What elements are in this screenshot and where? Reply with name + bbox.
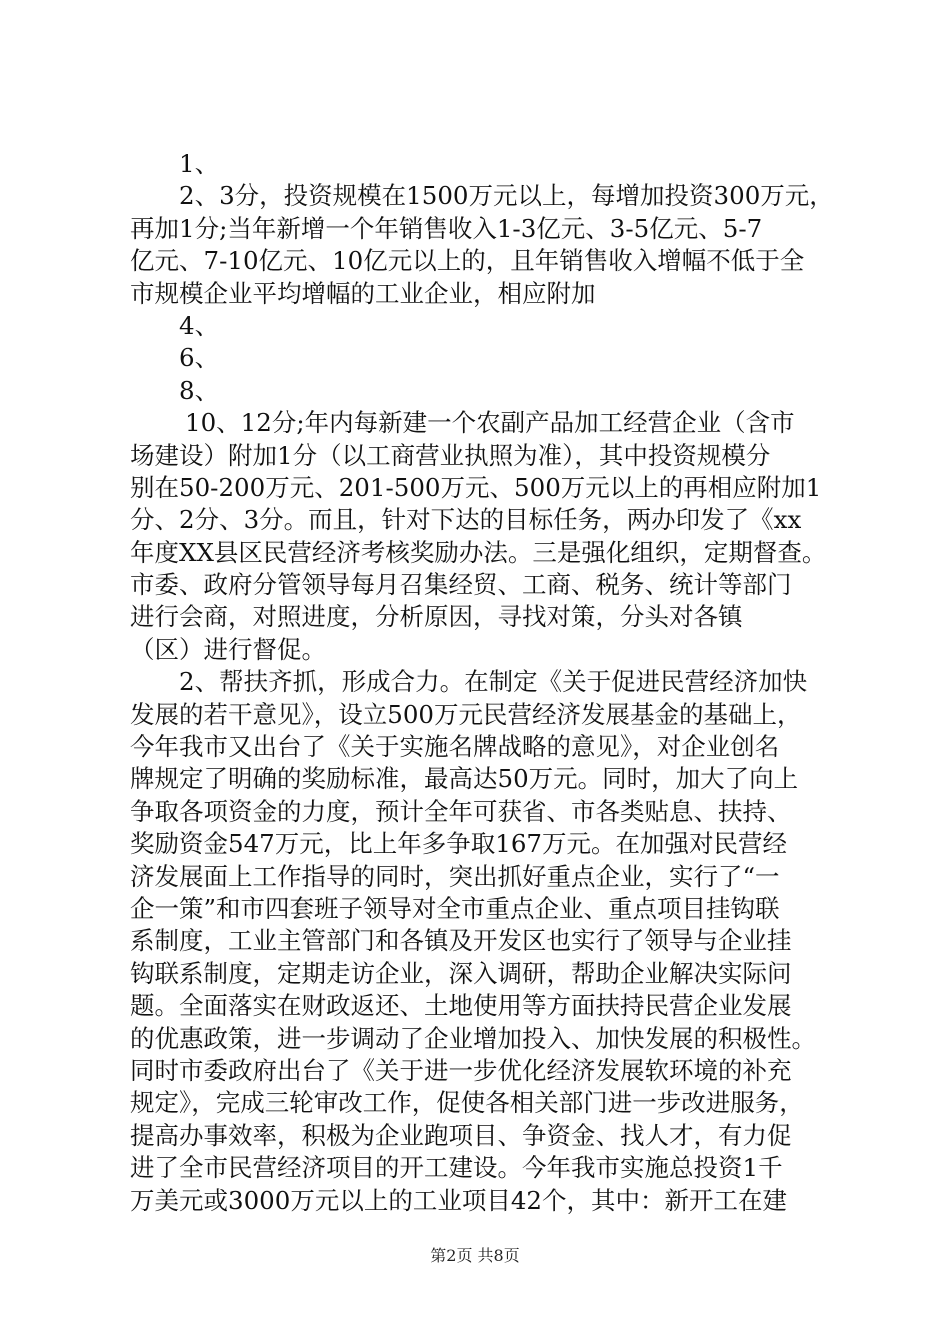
text-line: 进行会商，对照进度，分析原因，寻找对策，分头对各镇 <box>130 602 743 632</box>
document-body <box>130 148 834 1217</box>
page-footer: 第2页 共8页 <box>430 1246 520 1265</box>
text-line: 系制度，工业主管部门和各镇及开发区也实行了领导与企业挂 <box>130 926 792 956</box>
text-line: 今年我市又出台了《关于实施名牌战略的意见》，对企业创名 <box>130 732 780 762</box>
text-line: 奖励资金547万元，比上年多争取167万元。在加强对民营经 <box>130 829 788 859</box>
text-line: 2、3分，投资规模在1500万元以上，每增加投资300万元， <box>179 181 834 211</box>
text-line: 规定》，完成三轮审改工作，促使各相关部门进一步改进服务， <box>130 1088 804 1118</box>
text-line: 1、 <box>179 149 220 178</box>
text-line: 发展的若干意见》，设立500万元民营经济发展基金的基础上， <box>130 699 802 729</box>
text-line: 别在50-200万元、201-500万元、500万元以上的再相应附加1 <box>130 472 822 502</box>
text-line: 8、 <box>179 375 220 405</box>
text-line: 争取各项资金的力度，预计全年可获省、市各类贴息、扶持、 <box>130 796 792 826</box>
text-line: 企一策”和市四套班子领导对全市重点企业、重点项目挂钩联 <box>130 893 780 923</box>
text-line: 再加1分;当年新增一个年销售收入1-3亿元、3-5亿元、5-7 <box>130 213 763 243</box>
text-line: 济发展面上工作指导的同时，突出抓好重点企业，实行了“一 <box>130 861 780 891</box>
text-line: 的优惠政策，进一步调动了企业增加投入、加快发展的积极性。 <box>130 1023 816 1053</box>
text-line: 年度XX县区民营经济考核奖励办法。三是强化组织，定期督查。 <box>130 537 827 567</box>
text-line: 6、 <box>179 343 220 373</box>
text-line: 场建设）附加1分（以工商营业执照为准），其中投资规模分 <box>130 440 771 470</box>
text-line: 同时市委政府出台了《关于进一步优化经济发展软环境的补充 <box>130 1055 792 1085</box>
text-line: 牌规定了明确的奖励标准，最高达50万元。同时，加大了向上 <box>130 764 799 794</box>
text-line: 市委、政府分管领导每月召集经贸、工商、税务、统计等部门 <box>130 570 792 600</box>
text-line: 钩联系制度，定期走访企业，深入调研，帮助企业解决实际问 <box>130 958 792 988</box>
text-line: 市规模企业平均增幅的工业企业，相应附加 <box>130 278 596 308</box>
text-line: 2、帮扶齐抓，形成合力。在制定《关于促进民营经济加快 <box>179 667 808 697</box>
text-line: （区）进行督促。 <box>130 634 326 664</box>
text-line: 4、 <box>179 310 220 340</box>
text-line: 进了全市民营经济项目的开工建设。今年我市实施总投资1千 <box>130 1153 783 1183</box>
text-line: 亿元、7-10亿元、10亿元以上的，且年销售收入增幅不低于全 <box>130 246 805 276</box>
text-line: 10、12分;年内每新建一个农副产品加工经营企业（含市 <box>185 408 795 438</box>
text-line: 提高办事效率，积极为企业跑项目、争资金、找人才，有力促 <box>130 1120 792 1150</box>
text-line: 万美元或3000万元以上的工业项目42个，其中：新开工在建 <box>130 1185 788 1215</box>
text-line: 分、2分、3分。而且，针对下达的目标任务，两办印发了《xx <box>130 505 802 535</box>
text-line: 题。全面落实在财政返还、土地使用等方面扶持民营企业发展 <box>130 991 792 1021</box>
